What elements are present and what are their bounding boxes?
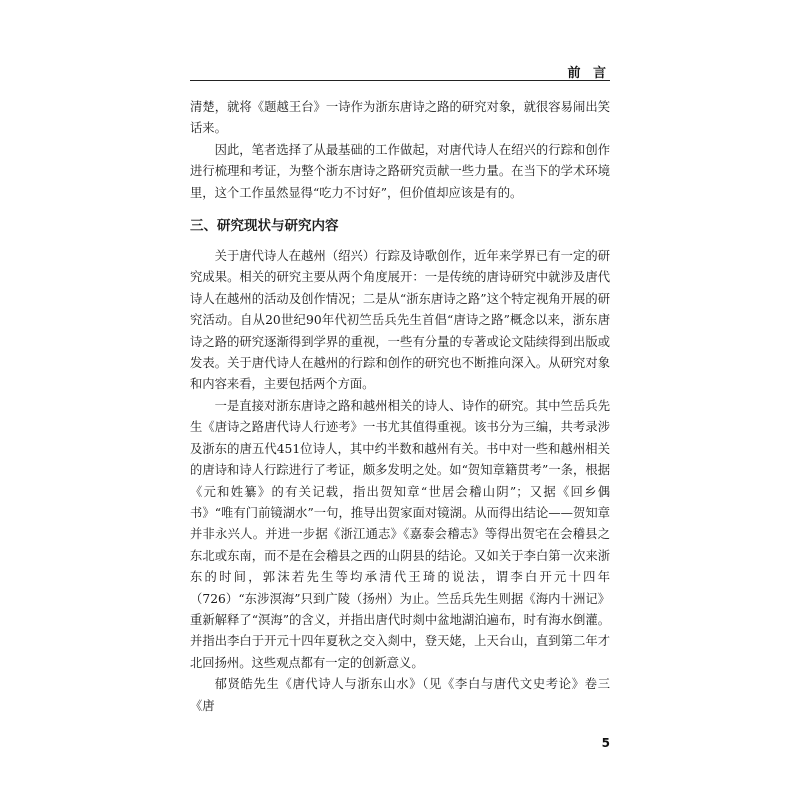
section-heading: 三、研究现状与研究内容 — [190, 218, 339, 235]
page-number: 5 — [601, 736, 610, 750]
running-title: 前 言 — [567, 66, 610, 81]
paragraph: 因此，笔者选择了从最基础的工作做起，对唐代诗人在绍兴的行踪和创作进行梳理和考证，为整个浙东唐诗之路研究贡献一些力量。在当下的学术环境里，这个工作虽然显得“吃力不讨好”，但价值却应该是有的。 — [190, 142, 610, 200]
header-rule — [190, 80, 610, 81]
paragraph: 一是直接对浙东唐诗之路和越州相关的诗人、诗作的研究。其中竺岳兵先生《唐诗之路唐代诗人行迹考》一书尤其值得重视。该书分为三编，共考录涉及浙东的唐五代451位诗人，其中约半数和越州有关。书中对一些和越州相关的唐诗和诗人行踪进行了考证，颇多发明之处。如“贺知章籍贯考”一条，根据《元和姓纂》的有关记载，指出贺知章“世居会稽山阴”；又据《回乡偶书》“唯有门前镜湖水”一句，推导出贺家面对镜湖。从而得出结论——贺知章并非永兴人。并进一步据《浙江通志》《嘉泰会稽志》等得出贺宅在会稽县之东北或东南，而不是在会稽县之西的山阴县的结论。又如关于李白第一次来浙东的时间，郭沫若先生等均承清代王琦的说法，谓李白开元十四年（726）“东涉溟海”只到广陵（扬州）为止。竺岳兵先生则据《海内十洲记》重新解释了“溟海”的含义，并指出唐代时剡中盆地湖泊遍布，时有海水倒灌。并指出李白于开元十四年夏秋之交入剡中，登天姥，上天台山，直到第二年才北回扬州。这些观点都有一定的创新意义。 — [190, 398, 610, 670]
paragraph: 关于唐代诗人在越州（绍兴）行踪及诗歌创作，近年来学界已有一定的研究成果。相关的研究主要从两个角度展开：一是传统的唐诗研究中就涉及唐代诗人在越州的活动及创作情况；二是从“浙东唐诗之路”这个特定视角开展的研究活动。自从20世纪90年代初竺岳兵先生首倡“唐诗之路”概念以来，浙东唐诗之路的研究逐渐得到学界的重视，一些有分量的专著或论文陆续得到出版或发表。关于唐代诗人在越州的行踪和创作的研究也不断推向深入。从研究对象和内容来看，主要包括两个方面。 — [190, 249, 610, 392]
paragraph: 郁贤皓先生《唐代诗人与浙东山水》（见《李白与唐代文史考论》卷三《唐 — [190, 677, 610, 713]
body-text — [190, 97, 610, 717]
paragraph-continued: 清楚，就将《题越王台》一诗作为浙东唐诗之路的研究对象，就很容易闹出笑话来。 — [190, 100, 610, 136]
